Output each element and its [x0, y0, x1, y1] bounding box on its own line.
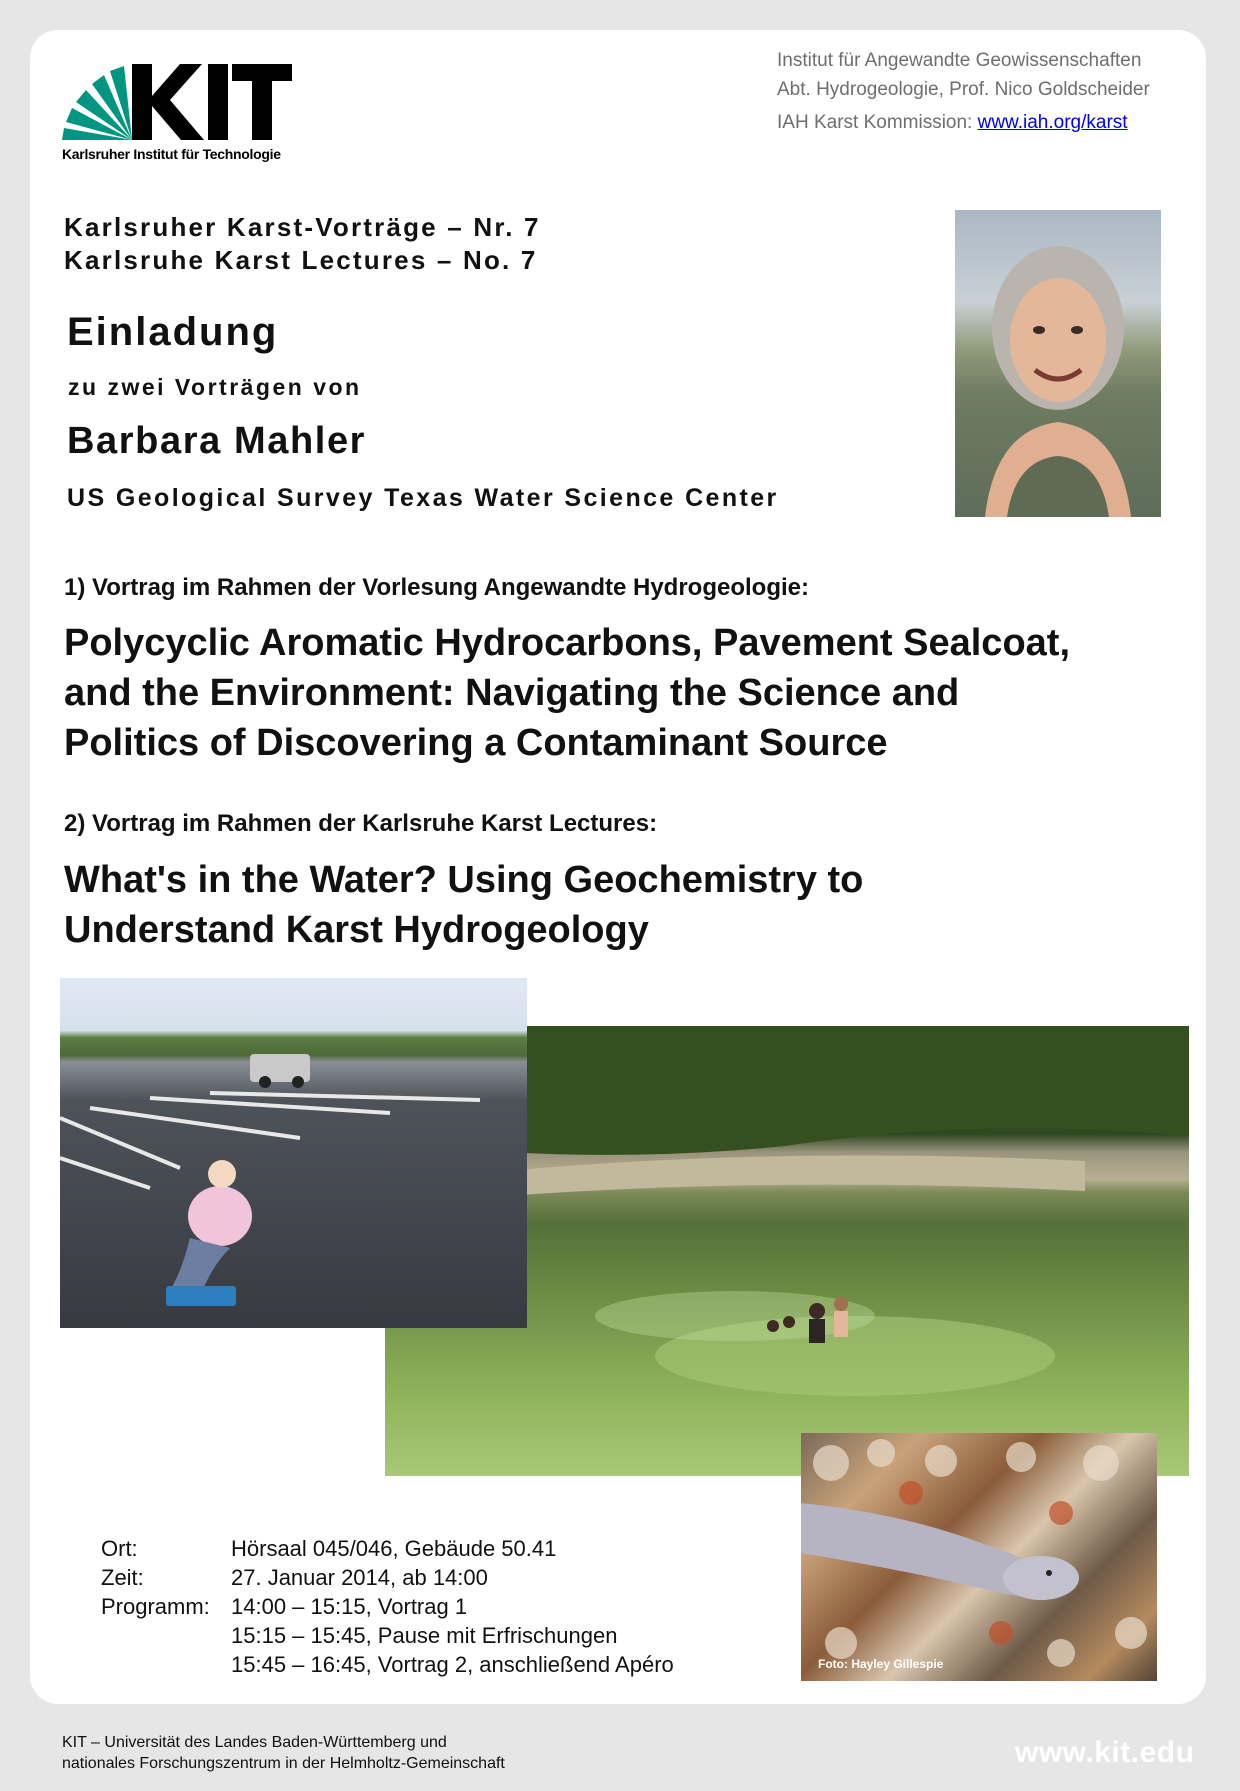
kit-logo-graphic	[62, 58, 292, 146]
talk-2-title-line: Understand Karst Hydrogeology	[64, 909, 649, 951]
parking-lot-illustration	[60, 978, 527, 1328]
time-label: Zeit:	[101, 1565, 144, 1590]
invitation-subtitle: zu zwei Vorträgen von	[68, 374, 362, 400]
kit-logo	[62, 58, 292, 168]
footer-text	[62, 1732, 505, 1774]
program-item: 15:15 – 15:45, Pause mit Erfrischungen	[231, 1623, 618, 1648]
talk-1-label: 1) Vortrag im Rahmen der Vorlesung Angewandte Hydrogeologie:	[64, 574, 809, 601]
footer-line: nationales Forschungszentrum in der Helmholtz-Gemeinschaft	[62, 1755, 505, 1772]
talk-2-title-line: What's in the Water? Using Geochemistry to	[64, 859, 864, 901]
portrait-illustration	[955, 210, 1161, 517]
iah-link[interactable]: www.iah.org/karst	[977, 112, 1128, 133]
footer-line: KIT – Universität des Landes Baden-Württemberg und	[62, 1734, 447, 1751]
series-title-en: Karlsruhe Karst Lectures – No. 7	[64, 245, 538, 275]
salamander-illustration	[801, 1433, 1157, 1681]
institute-info	[777, 46, 1150, 104]
talk-1-title	[64, 618, 1184, 768]
invitation-title: Einladung	[67, 310, 279, 354]
time-value: 27. Januar 2014, ab 14:00	[231, 1565, 488, 1590]
program-item: 14:00 – 15:15, Vortrag 1	[231, 1594, 468, 1619]
speaker-portrait	[955, 210, 1161, 517]
speaker-affiliation: US Geological Survey Texas Water Science Center	[67, 484, 779, 512]
talk-1-title-line: and the Environment: Navigating the Science and	[64, 672, 960, 714]
venue-value: Hörsaal 045/046, Gebäude 50.41	[231, 1536, 557, 1561]
iah-line	[777, 112, 1128, 134]
parking-lot-photo	[60, 978, 527, 1328]
iah-label: IAH Karst Kommission:	[777, 112, 978, 133]
program-item: 15:45 – 16:45, Vortrag 2, anschließend Apéro	[231, 1652, 674, 1677]
talk-1-title-line: Polycyclic Aromatic Hydrocarbons, Pavement Sealcoat,	[64, 622, 1070, 664]
speaker-name: Barbara Mahler	[67, 420, 367, 462]
kit-logo-subtitle: Karlsruher Institut für Technologie	[62, 146, 281, 162]
department-line: Abt. Hydrogeologie, Prof. Nico Goldscheider	[777, 79, 1150, 100]
photo-credit: Foto: Hayley Gillespie	[818, 1657, 944, 1671]
venue-label: Ort:	[101, 1536, 138, 1561]
talk-2-title	[64, 855, 1184, 955]
salamander-photo	[801, 1433, 1157, 1681]
institute-line: Institut für Angewandte Geowissenschaften	[777, 50, 1142, 71]
series-title-de: Karlsruher Karst-Vorträge – Nr. 7	[64, 212, 541, 242]
talk-2-label: 2) Vortrag im Rahmen der Karlsruhe Karst Lectures:	[64, 810, 658, 837]
footer-website[interactable]: www.kit.edu	[1015, 1736, 1195, 1769]
talk-1-title-line: Politics of Discovering a Contaminant Source	[64, 722, 888, 764]
program-label: Programm:	[101, 1594, 210, 1619]
